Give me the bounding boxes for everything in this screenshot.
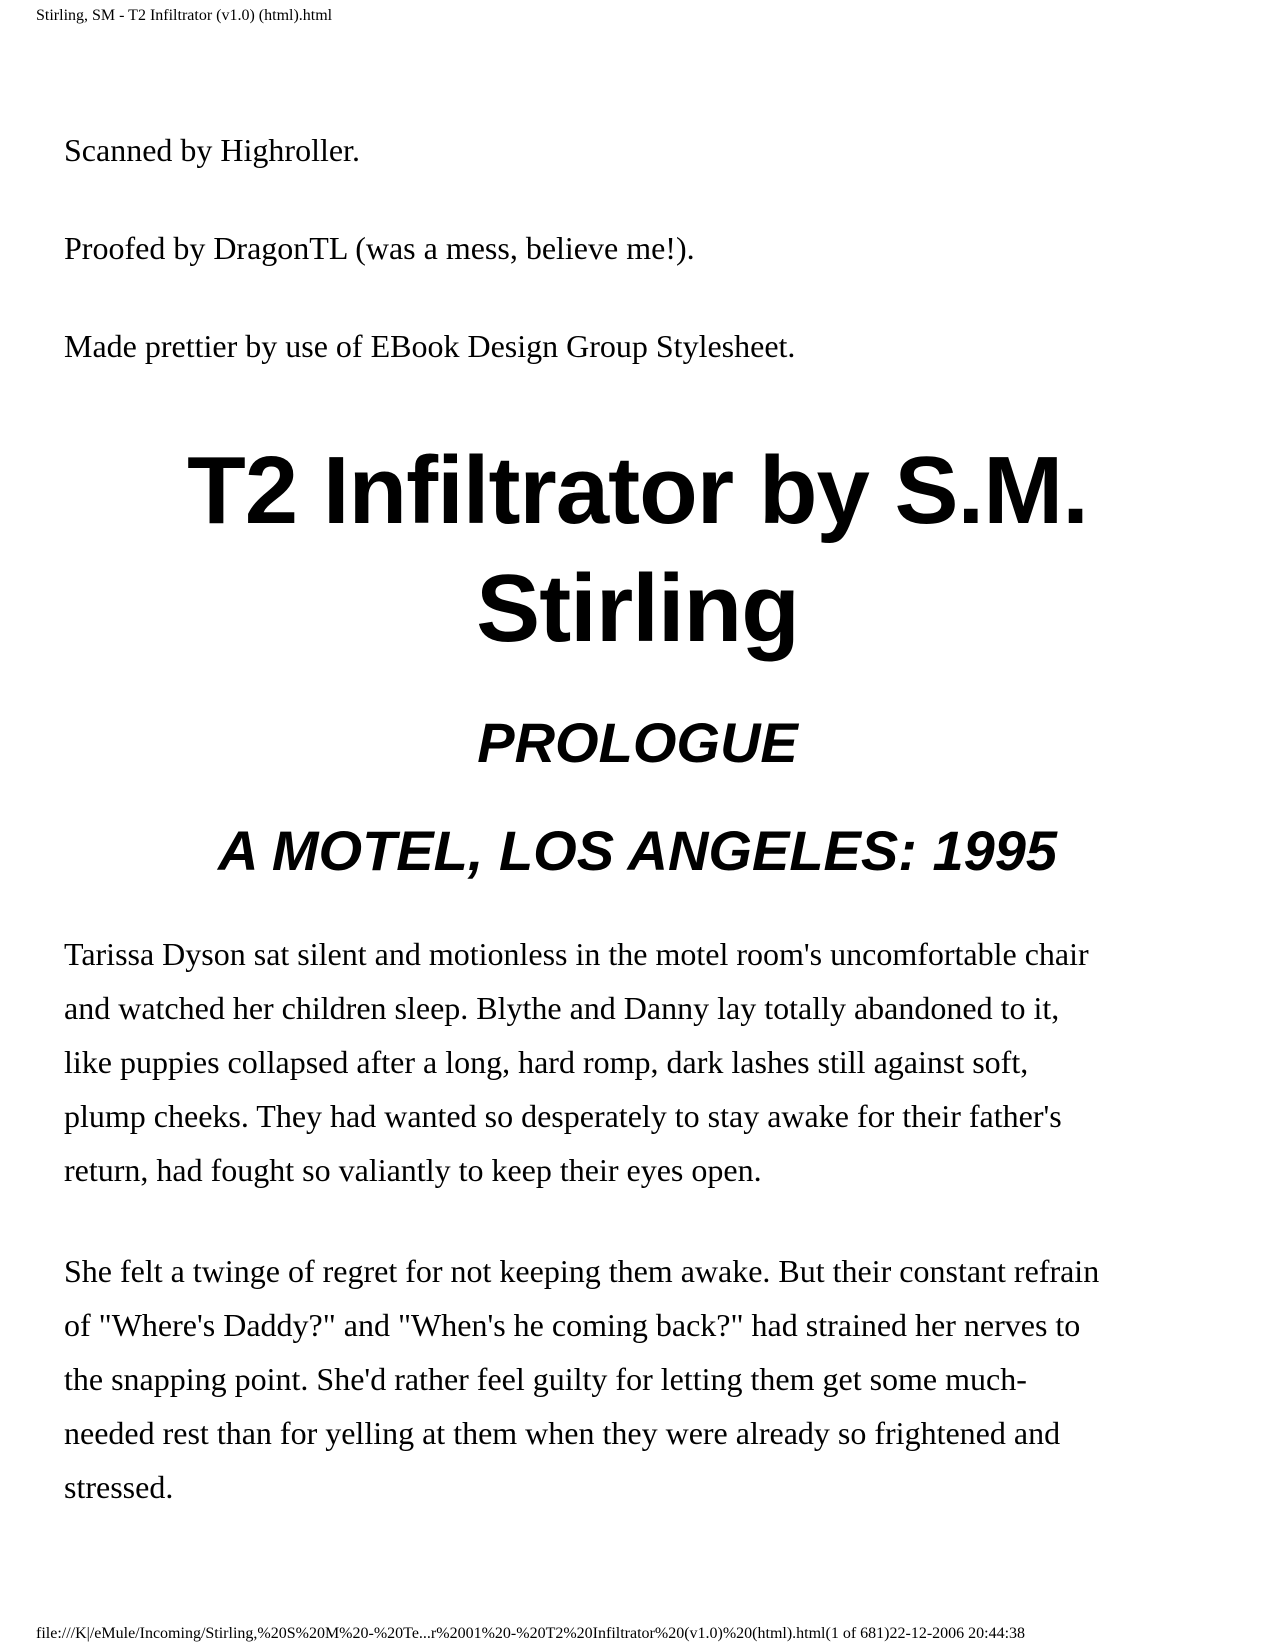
book-title	[0, 432, 1275, 668]
book-title-line-2: Stirling	[476, 555, 799, 662]
paragraph-2	[64, 1244, 1214, 1514]
credit-scanned: Scanned by Highroller.	[64, 132, 360, 168]
credit-proofed: Proofed by DragonTL (was a mess, believe me!).	[64, 230, 695, 266]
print-header	[36, 6, 332, 26]
paragraph-line: the snapping point. She'd rather feel guilty for letting them get some much-	[64, 1361, 1027, 1397]
paragraph-line: and watched her children sleep. Blythe and Danny lay totally abandoned to it,	[64, 990, 1060, 1026]
document-title: Stirling, SM - T2 Infiltrator (v1.0) (html).html	[36, 7, 333, 24]
book-title-line-1: T2 Infiltrator by S.M.	[187, 437, 1088, 544]
print-footer	[36, 1624, 1025, 1644]
chapter-heading: PROLOGUE	[477, 711, 798, 774]
paragraph-line: stressed.	[64, 1469, 174, 1505]
paragraph-1	[64, 927, 1214, 1197]
paragraph-line: of "Where's Daddy?" and "When's he coming back?" had strained her nerves to	[64, 1307, 1081, 1343]
paragraph-line: return, had fought so valiantly to keep their eyes open.	[64, 1152, 762, 1188]
file-url: file:///K|/eMule/Incoming/Stirling,%20S%20M%20-%20Te...r%2001%20-%20T2%20Infiltrator%20(v1.0)%20(html).html	[36, 1625, 826, 1642]
paragraph-line: Tarissa Dyson sat silent and motionless in the motel room's uncomfortable chair	[64, 936, 1089, 972]
chapter-subheading: A MOTEL, LOS ANGELES: 1995	[217, 819, 1058, 882]
paragraph-line: plump cheeks. They had wanted so desperately to stay awake for their father's	[64, 1098, 1062, 1134]
paragraph-line: needed rest than for yelling at them when they were already so frightened and	[64, 1415, 1061, 1451]
print-timestamp: 22-12-2006 20:44:38	[889, 1625, 1026, 1642]
credit-stylesheet: Made prettier by use of EBook Design Group Stylesheet.	[64, 328, 796, 364]
paragraph-line: like puppies collapsed after a long, hard romp, dark lashes still against soft,	[64, 1044, 1029, 1080]
paragraph-line: She felt a twinge of regret for not keeping them awake. But their constant refrain	[64, 1253, 1100, 1289]
page-count: (1 of 681)	[825, 1625, 890, 1642]
